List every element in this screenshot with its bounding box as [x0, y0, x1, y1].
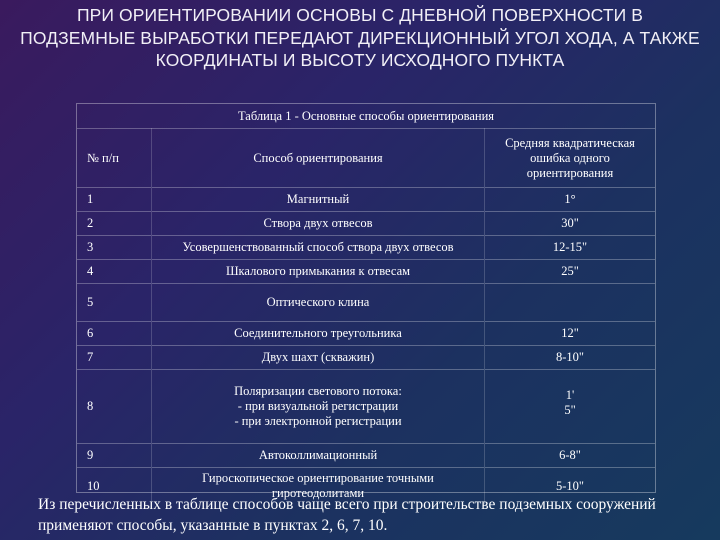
- row-num: 9: [77, 444, 152, 468]
- row-num: 3: [77, 236, 152, 260]
- table-row: [77, 322, 655, 346]
- row-error: [485, 284, 656, 322]
- row-method: Магнитный: [152, 188, 485, 212]
- table-row: [77, 370, 655, 444]
- row-error: 5-10": [485, 468, 656, 505]
- method-line: гиротеодолитами: [271, 486, 365, 500]
- row-num: 10: [77, 468, 152, 505]
- error-line: 1': [565, 388, 575, 402]
- row-error: 12-15": [485, 236, 656, 260]
- row-error: 8-10": [485, 346, 656, 370]
- method-line: - при визуальной регистрации: [237, 399, 399, 413]
- row-method: [152, 370, 485, 444]
- method-line: Поляризации светового потока:: [234, 384, 402, 398]
- method-line: - при электронной регистрации: [234, 414, 402, 428]
- row-num: 8: [77, 370, 152, 444]
- table-row: [77, 260, 655, 284]
- table-row: [77, 188, 655, 212]
- table-header-row: [77, 129, 655, 188]
- footer-note: Из перечисленных в таблице способов чаще всего при строительстве подземных сооружений применяют способы, указанные в пунктах 2, 6, 7, 10.: [38, 496, 656, 534]
- row-error: [485, 370, 656, 444]
- row-method: Соединительного треугольника: [152, 322, 485, 346]
- table-row: [77, 236, 655, 260]
- orientation-methods-table: [76, 103, 656, 500]
- header-method: Способ ориентирования: [152, 129, 485, 188]
- row-num: 4: [77, 260, 152, 284]
- row-method: Двух шахт (скважин): [152, 346, 485, 370]
- row-num: 5: [77, 284, 152, 322]
- table-row: [77, 346, 655, 370]
- table-row: [77, 444, 655, 468]
- row-method: Автоколлимационный: [152, 444, 485, 468]
- row-num: 6: [77, 322, 152, 346]
- row-method: Створа двух отвесов: [152, 212, 485, 236]
- row-num: 7: [77, 346, 152, 370]
- row-method: Шкалового примыкания к отвесам: [152, 260, 485, 284]
- table-row: [77, 212, 655, 236]
- row-error: 12": [485, 322, 656, 346]
- header-error: Средняя квадратическая ошибка одного ориентирования: [485, 129, 656, 188]
- method-line: Гироскопическое ориентирование точными: [202, 471, 434, 485]
- slide-title: ПРИ ОРИЕНТИРОВАНИИ ОСНОВЫ С ДНЕВНОЙ ПОВЕРХНОСТИ В ПОДЗЕМНЫЕ ВЫРАБОТКИ ПЕРЕДАЮТ ДИРЕКЦИОННЫЙ УГОЛ ХОДА, А ТАКЖЕ КООРДИНАТЫ И ВЫСОТУ ИСХОДНОГО ПУНКТА: [20, 5, 700, 70]
- row-error: 1°: [485, 188, 656, 212]
- row-method-multiline: [234, 384, 402, 429]
- row-error: 30": [485, 212, 656, 236]
- row-method: Усовершенствованный способ створа двух отвесов: [152, 236, 485, 260]
- row-num: 1: [77, 188, 152, 212]
- table-grid: [77, 128, 655, 504]
- row-error: 6-8": [485, 444, 656, 468]
- row-num: 2: [77, 212, 152, 236]
- row-error: 25": [485, 260, 656, 284]
- error-line: 5": [564, 403, 576, 417]
- table-caption: Таблица 1 - Основные способы ориентирования: [237, 109, 495, 123]
- table-row: [77, 284, 655, 322]
- header-num: № п/п: [77, 129, 152, 188]
- row-method: Оптического клина: [152, 284, 485, 322]
